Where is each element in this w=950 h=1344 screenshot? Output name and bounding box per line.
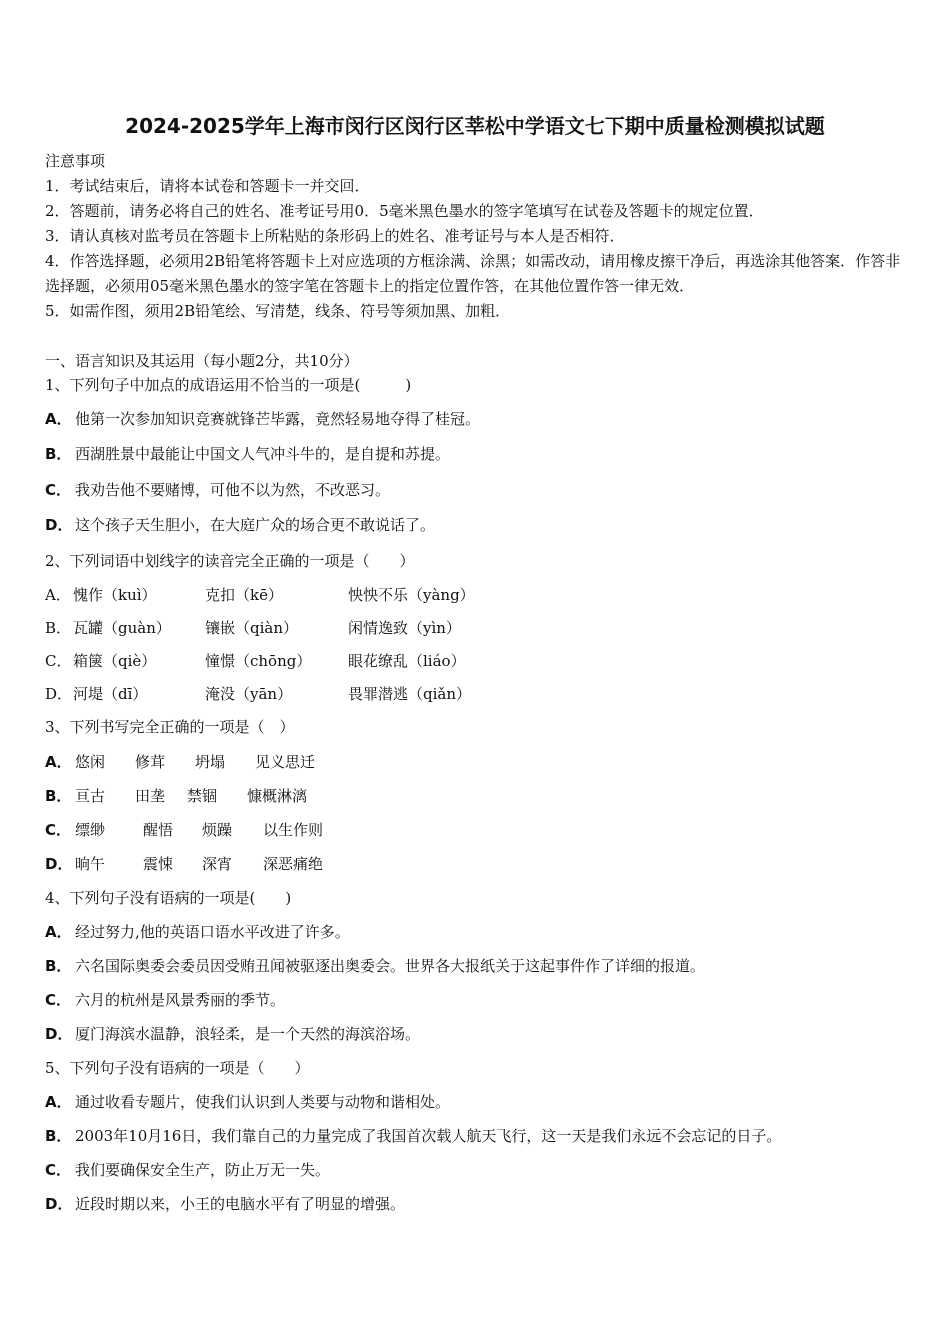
notice-item-5: 5．如需作图，须用2B铅笔绘、写清楚，线条、符号等须加黑、加粗． bbox=[45, 302, 511, 320]
question-3-row-d-word2: 震悚 bbox=[143, 855, 174, 873]
question-3-row-c: C． 缥缈 bbox=[45, 821, 106, 839]
question-2-row-b-col2: 镶嵌（qiàn） bbox=[205, 619, 299, 637]
notice-item-3: 3．请认真核对监考员在答题卡上所粘贴的条形码上的姓名、准考证号与本人是否相符． bbox=[45, 227, 625, 245]
question-3-row-a-word2: 修茸 bbox=[135, 753, 166, 771]
section-heading: 一、语言知识及其运用（每小题2分，共10分） bbox=[45, 352, 359, 370]
question-3-row-a: A． 悠闲 bbox=[45, 753, 106, 771]
question-2-row-a: A． 愧作（kuì） bbox=[45, 586, 157, 604]
question-1-option-b: B． 西湖胜景中最能让中国文人气冲斗牛的，是自提和苏提。 bbox=[45, 445, 451, 463]
question-3-row-b: B． 亘古 bbox=[45, 787, 106, 805]
question-4-option-a: A． 经过努力,他的英语口语水平改进了许多。 bbox=[45, 923, 350, 941]
question-2-row-c-col3: 眼花缭乱（liáo） bbox=[348, 652, 466, 670]
question-2-row-a-col2: 克扣（kē） bbox=[205, 586, 283, 604]
page-title: 2024-2025学年上海市闵行区闵行区莘松中学语文七下期中质量检测模拟试题 bbox=[125, 114, 825, 138]
question-5-option-c: C． 我们要确保安全生产，防止万无一失。 bbox=[45, 1161, 331, 1179]
question-5-option-b: B． 2003年10月16日，我们靠自己的力量完成了我国首次载人航天飞行，这一天是我们永远不会忘记的日子。 bbox=[45, 1127, 782, 1145]
question-3-row-b-word3: 禁锢 bbox=[187, 787, 218, 805]
question-1-stem: 1、下列句子中加点的成语运用不恰当的一项是( ) bbox=[45, 376, 412, 394]
notice-heading: 注意事项 bbox=[45, 152, 106, 170]
question-4-stem: 4、下列句子没有语病的一项是( ) bbox=[45, 889, 292, 907]
question-3-row-d-word4: 深恶痛绝 bbox=[263, 855, 324, 873]
question-4-option-b: B． 六名国际奥委会委员因受贿丑闻被驱逐出奥委会。世界各大报纸关于这起事件作了详细的报道。 bbox=[45, 957, 706, 975]
question-3-row-c-word4: 以生作则 bbox=[263, 821, 324, 839]
question-4-option-c: C． 六月的杭州是风景秀丽的季节。 bbox=[45, 991, 286, 1009]
question-3-row-a-word3: 坍塌 bbox=[195, 753, 226, 771]
question-2-row-c: C． 箱箧（qiè） bbox=[45, 652, 157, 670]
question-2-row-d: D．河堤（dī） bbox=[45, 685, 148, 703]
question-2-row-d-col3: 畏罪潜逃（qiǎn） bbox=[348, 685, 472, 703]
question-3-row-b-word4: 慷概淋漓 bbox=[247, 787, 308, 805]
question-1-option-a: A． 他第一次参加知识竞赛就锋芒毕露，竟然轻易地夺得了桂冠。 bbox=[45, 410, 481, 428]
question-2-row-d-col2: 淹没（yān） bbox=[205, 685, 293, 703]
notice-item-1: 1．考试结束后，请将本试卷和答题卡一并交回． bbox=[45, 177, 370, 195]
question-3-row-d: D． 晌午 bbox=[45, 855, 106, 873]
question-1-option-c: C． 我劝告他不要赌博，可他不以为然，不改恶习。 bbox=[45, 481, 391, 499]
notice-item-4: 4．作答选择题，必须用2B铅笔将答题卡上对应选项的方框涂满、涂黑；如需改动，请用橡皮擦干净后，再选涂其他答案．作答非选择题，必须用05毫米黑色墨水的签字笔在答题卡上的指定位置作答，在其他位置作答一律无效． bbox=[45, 252, 901, 295]
question-2-stem: 2、下列词语中划线字的读音完全正确的一项是（ ） bbox=[45, 552, 415, 570]
question-5-stem: 5、下列句子没有语病的一项是（ ） bbox=[45, 1059, 310, 1077]
question-3-row-a-word4: 见义思迁 bbox=[255, 753, 316, 771]
question-5-option-a: A． 通过收看专题片，使我们认识到人类要与动物和谐相处。 bbox=[45, 1093, 451, 1111]
question-3-row-c-word3: 烦躁 bbox=[202, 821, 233, 839]
question-3-row-b-word2: 田垄 bbox=[135, 787, 166, 805]
question-3-row-d-word3: 深宵 bbox=[202, 855, 233, 873]
question-3-row-c-word2: 醒悟 bbox=[143, 821, 174, 839]
question-4-option-d: D． 厦门海滨水温静，浪轻柔，是一个天然的海滨浴场。 bbox=[45, 1025, 421, 1043]
notice-item-2: 2．答题前，请务必将自己的姓名、准考证号用0．5毫米黑色墨水的签字笔填写在试卷及答题卡的规定位置． bbox=[45, 202, 764, 220]
question-2-row-a-col3: 怏怏不乐（yàng） bbox=[348, 586, 475, 604]
question-3-stem: 3、下列书写完全正确的一项是（ ） bbox=[45, 718, 295, 736]
question-5-option-d: D． 近段时期以来，小王的电脑水平有了明显的增强。 bbox=[45, 1195, 406, 1213]
question-1-option-d: D． 这个孩子天生胆小，在大庭广众的场合更不敢说话了。 bbox=[45, 516, 436, 534]
question-2-row-b-col3: 闲情逸致（yìn） bbox=[348, 619, 461, 637]
question-2-row-c-col2: 憧憬（chōng） bbox=[205, 652, 312, 670]
question-2-row-b: B． 瓦罐（guàn） bbox=[45, 619, 171, 637]
